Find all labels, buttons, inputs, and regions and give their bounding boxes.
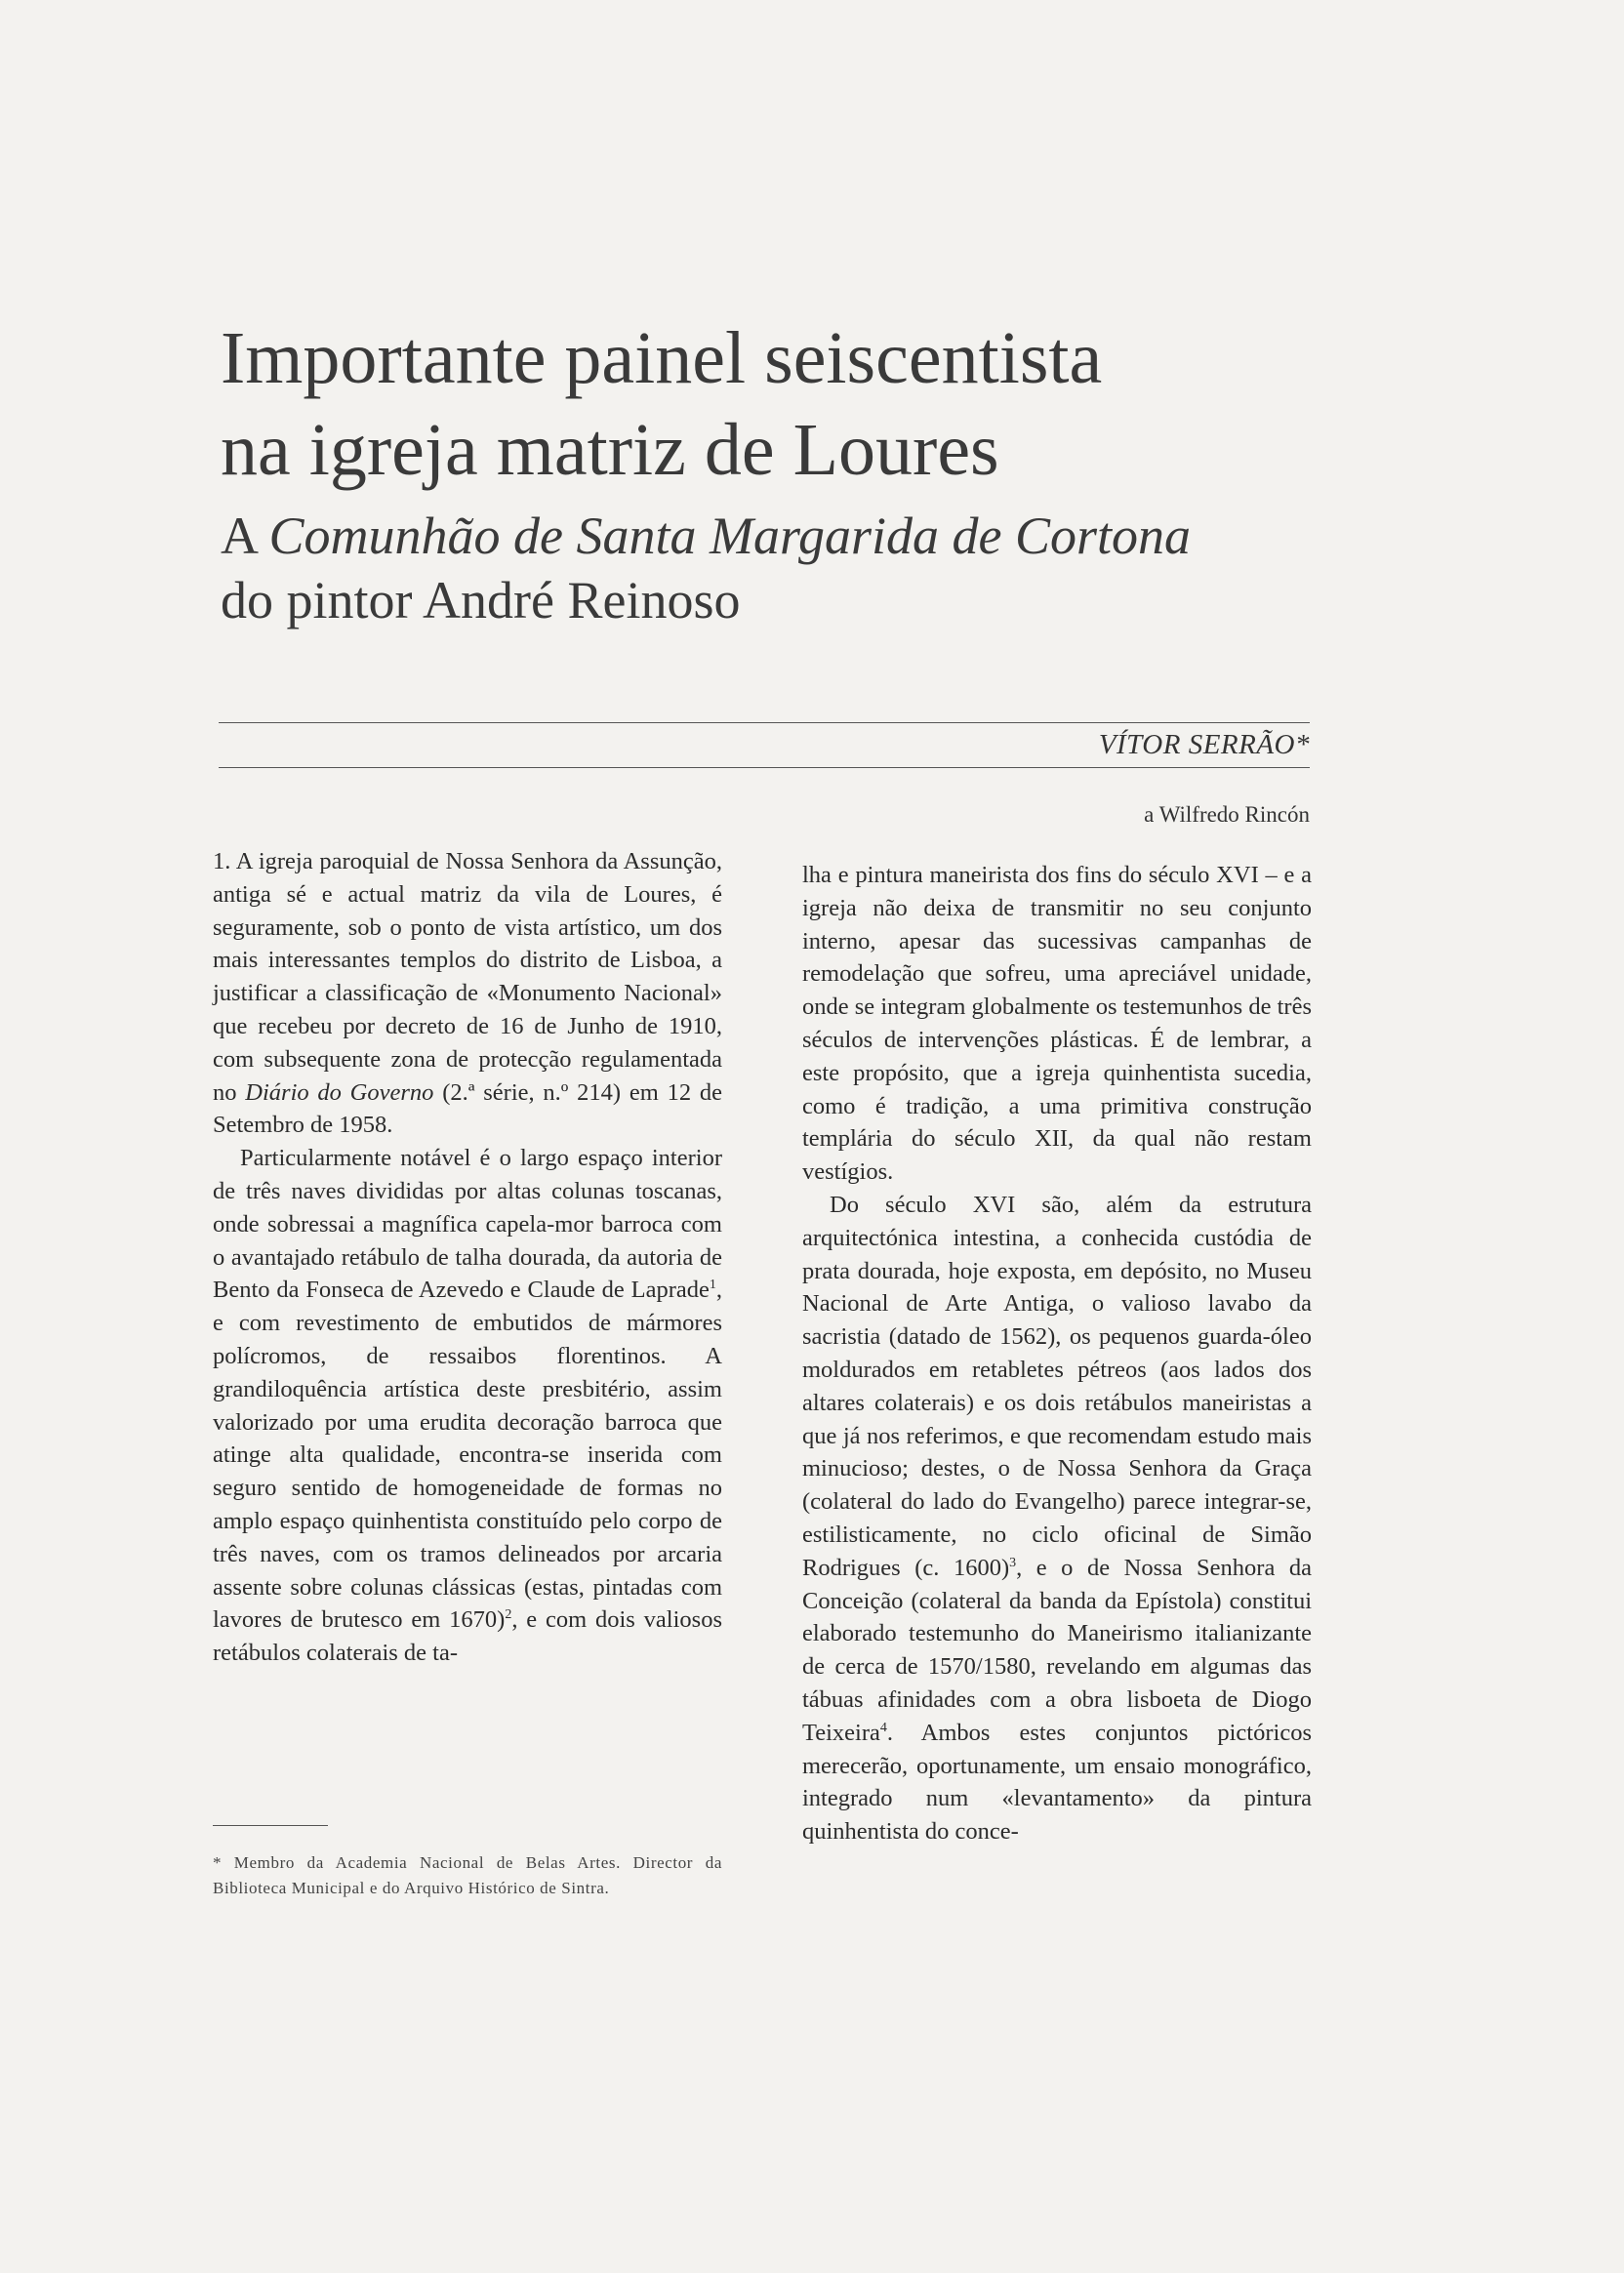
paragraph: lha e pintura maneirista dos fins do século XVI – e a igreja não deixa de transmitir no seu conjunto interno, apesar das sucessivas campanhas de remodelação que sofreu, uma apreciável unidade, onde se integram globalmente os testemunhos de três séculos de intervenções plásticas. É de lembrar, a este propósito, que a igreja quinhentista sucedia, como é tradição, a uma primitiva construção templária do século XII, da qual não restam vestígios. [802, 862, 1312, 1186]
title-line-1: Importante painel seiscentista [221, 317, 1103, 399]
text-run: . Ambos estes conjuntos pictóricos merecerão, oportunamente, um ensaio monográfico, integrado num «levantamento» da pintura quinhentista do conce- [802, 1719, 1312, 1846]
italic-run: Diário do Governo [245, 1078, 434, 1106]
subtitle-line-2: do pintor André Reinoso [221, 571, 741, 629]
text-run: Do século XVI são, além da estrutura arquitectónica intestina, a conhecida custódia de prata dourada, hoje exposta, em depósito, no Museu Nacional de Arte Antiga, o valioso lavabo da sacristia (datado de 1562), os pequenos guarda-óleo moldurados em retabletes pétreos (aos lados dos altares colaterais) e os dois retábulos maneiristas a que já nos referimos, e que recomendam estudo mais minucioso; destes, o de Nossa Senhora da Graça (colateral do lado do Evangelho) parece integrar-se, estilisticamente, no ciclo oficinal de Simão Rodrigues (c. 1600) [802, 1191, 1312, 1581]
footnote-ref: 3 [1009, 1555, 1017, 1570]
footnote-rule [213, 1825, 328, 1826]
article-title [221, 312, 1343, 496]
dedication: a Wilfredo Rincón [1144, 802, 1310, 827]
subtitle-prefix: A [221, 507, 269, 565]
title-line-2: na igreja matriz de Loures [221, 409, 999, 491]
text-run: , e com dois valiosos retábulos colaterais de ta- [213, 1606, 722, 1667]
footnote-ref: 1 [709, 1278, 716, 1293]
footnote: * Membro da Academia Nacional de Belas Artes. Director da Biblioteca Municipal e do Arquivo Histórico de Sintra. [213, 1853, 722, 1897]
author-name: VÍTOR SERRÃO* [1098, 729, 1310, 760]
paragraph [213, 1142, 722, 1670]
text-run: 1. A igreja paroquial de Nossa Senhora da Assunção, antiga sé e actual matriz da vila de Loures, é seguramente, sob o ponto de vista artístico, um dos mais interessantes templos do distrito de Lisboa, a justificar a classificação de «Monumento Nacional» que recebeu por decreto de 16 de Junho de 1910, com subsequente zona de protecção regulamentada no [213, 848, 722, 1106]
text-run: , e o de Nossa Senhora da Conceição (colateral da banda da Epístola) constitui elaborado testemunho do Maneirismo italianizante de cerca de 1570/1580, revelando em algumas das tábuas afinidades com a obra lisboeta de Diogo Teixeira [802, 1554, 1312, 1746]
paragraph [213, 845, 722, 1142]
subtitle-italic: Comunhão de Santa Margarida de Cortona [268, 507, 1192, 565]
text-run: (2.ª série, n.º 214) em 12 de Setembro de 1958. [213, 1078, 722, 1139]
article-subtitle [221, 504, 1343, 632]
body-column-left [213, 845, 722, 1670]
text-run: Particularmente notável é o largo espaço interior de três naves divididas por altas colunas toscanas, onde sobressai a magnífica capela-mor barroca com o avantajado retábulo de talha dourada, da autoria de Bento da Fonseca de Azevedo e Claude de Laprade [213, 1145, 722, 1304]
footnote-ref: 4 [879, 1720, 887, 1735]
body-column-right [802, 845, 1312, 1848]
paragraph [802, 1189, 1312, 1848]
author-rule-top [219, 722, 1310, 723]
author-rule-bottom [219, 767, 1310, 768]
title-block [221, 312, 1343, 632]
text-run: , e com revestimento de embutidos de mármores polícromos, de ressaibos florentinos. A grandiloquência artística deste presbitério, assim valorizado por uma erudita decoração barroca que atinge alta qualidade, encontra-se inserida com seguro sentido de homogeneidade de formas no amplo espaço quinhentista constituído pelo corpo de três naves, com os tramos delineados por arcaria assente sobre colunas clássicas (estas, pintadas com lavores de brutesco em 1670) [213, 1277, 722, 1634]
footnote-ref: 2 [505, 1607, 512, 1623]
